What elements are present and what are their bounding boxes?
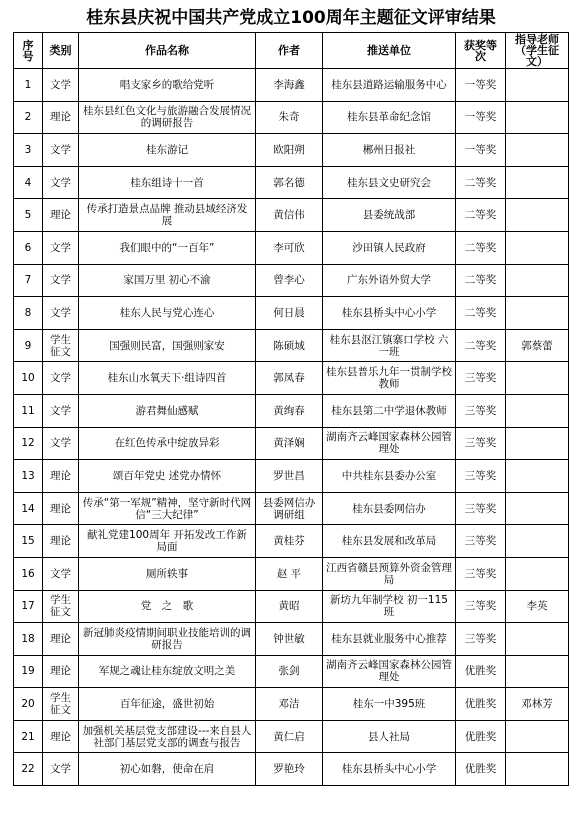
cell-award: 三等奖	[456, 492, 506, 525]
cell-author: 黄仁启	[256, 720, 323, 753]
cell-award: 优胜奖	[456, 655, 506, 688]
cell-award: 二等奖	[456, 199, 506, 232]
cell-author: 欧阳朔	[256, 134, 323, 167]
cell-award: 三等奖	[456, 590, 506, 623]
cell-work-title: 桂东县红色文化与旅游融合发展情况的调研报告	[79, 101, 256, 134]
cell-advisor	[506, 623, 569, 656]
table-row	[14, 101, 569, 134]
cell-category: 文学	[43, 394, 79, 427]
cell-award: 二等奖	[456, 297, 506, 330]
table-row	[14, 134, 569, 167]
cell-no: 12	[14, 427, 43, 460]
cell-no: 14	[14, 492, 43, 525]
cell-advisor: 李英	[506, 590, 569, 623]
cell-no: 4	[14, 166, 43, 199]
cell-no: 2	[14, 101, 43, 134]
cell-category: 文学	[43, 753, 79, 786]
cell-work-title: 在红色传承中绽放异彩	[79, 427, 256, 460]
cell-category: 文学	[43, 427, 79, 460]
table-row	[14, 362, 569, 395]
cell-author: 罗世昌	[256, 460, 323, 493]
table-row	[14, 231, 569, 264]
cell-no: 18	[14, 623, 43, 656]
cell-work-title: 军规之魂让桂东绽放文明之美	[79, 655, 256, 688]
cell-category: 文学	[43, 297, 79, 330]
cell-unit: 桂东县就业服务中心推荐	[323, 623, 456, 656]
cell-no: 7	[14, 264, 43, 297]
cell-author: 郭凤春	[256, 362, 323, 395]
cell-award: 优胜奖	[456, 720, 506, 753]
table-row	[14, 557, 569, 590]
cell-no: 22	[14, 753, 43, 786]
cell-advisor	[506, 460, 569, 493]
cell-unit: 桂东县发展和改革局	[323, 525, 456, 558]
cell-category: 理论	[43, 655, 79, 688]
cell-unit: 桂东一中395班	[323, 688, 456, 721]
cell-advisor	[506, 231, 569, 264]
cell-award: 二等奖	[456, 231, 506, 264]
cell-award: 三等奖	[456, 557, 506, 590]
cell-advisor	[506, 264, 569, 297]
cell-author: 黄绚春	[256, 394, 323, 427]
cell-work-title: 桂东组诗十一首	[79, 166, 256, 199]
table-row	[14, 264, 569, 297]
cell-category: 理论	[43, 492, 79, 525]
table-row	[14, 69, 569, 102]
table-row	[14, 427, 569, 460]
cell-category: 文学	[43, 231, 79, 264]
cell-category: 理论	[43, 525, 79, 558]
cell-work-title: 传承“第一军规”精神，坚守新时代网信“三大纪律”	[79, 492, 256, 525]
cell-advisor	[506, 557, 569, 590]
table-header-row	[14, 33, 569, 69]
cell-work-title: 新冠肺炎疫情期间职业技能培训的调研报告	[79, 623, 256, 656]
cell-work-title: 国强则民富，国强则家安	[79, 329, 256, 362]
cell-category: 学生征文	[43, 329, 79, 362]
cell-author: 张剑	[256, 655, 323, 688]
header-no: 序号	[14, 33, 43, 69]
cell-work-title: 加强机关基层党支部建设---来自县人社部门基层党支部的调查与报告	[79, 720, 256, 753]
cell-advisor: 郭蔡蕾	[506, 329, 569, 362]
cell-unit: 桂东县革命纪念馆	[323, 101, 456, 134]
cell-no: 16	[14, 557, 43, 590]
table-row	[14, 297, 569, 330]
cell-work-title: 桂东山水氧天下·组诗四首	[79, 362, 256, 395]
cell-category: 文学	[43, 362, 79, 395]
table-body	[14, 69, 569, 786]
table-row	[14, 525, 569, 558]
cell-unit: 中共桂东县委办公室	[323, 460, 456, 493]
cell-award: 二等奖	[456, 329, 506, 362]
table-row	[14, 199, 569, 232]
cell-advisor	[506, 427, 569, 460]
cell-author: 黄信伟	[256, 199, 323, 232]
cell-category: 理论	[43, 460, 79, 493]
cell-award: 三等奖	[456, 427, 506, 460]
cell-advisor	[506, 362, 569, 395]
table-row	[14, 460, 569, 493]
cell-no: 21	[14, 720, 43, 753]
cell-award: 一等奖	[456, 101, 506, 134]
cell-unit: 桂东县桥头中心小学	[323, 297, 456, 330]
cell-no: 6	[14, 231, 43, 264]
cell-advisor	[506, 394, 569, 427]
cell-award: 三等奖	[456, 525, 506, 558]
cell-award: 三等奖	[456, 362, 506, 395]
cell-category: 文学	[43, 166, 79, 199]
cell-no: 9	[14, 329, 43, 362]
header-unit: 推送单位	[323, 33, 456, 69]
cell-unit: 湖南齐云峰国家森林公园管理处	[323, 655, 456, 688]
cell-author: 曾李心	[256, 264, 323, 297]
cell-advisor: 邓林芳	[506, 688, 569, 721]
table-row	[14, 720, 569, 753]
cell-no: 8	[14, 297, 43, 330]
cell-author: 陈硕域	[256, 329, 323, 362]
cell-category: 学生征文	[43, 688, 79, 721]
cell-no: 5	[14, 199, 43, 232]
cell-unit: 桂东县桥头中心小学	[323, 753, 456, 786]
header-award: 获奖等次	[456, 33, 506, 69]
cell-no: 1	[14, 69, 43, 102]
cell-unit: 郴州日报社	[323, 134, 456, 167]
header-advisor: 指导老师（学生征文）	[506, 33, 569, 69]
cell-unit: 湖南齐云峰国家森林公园管理处	[323, 427, 456, 460]
cell-work-title: 游君舞仙感赋	[79, 394, 256, 427]
table-row	[14, 753, 569, 786]
cell-author: 黄桂芬	[256, 525, 323, 558]
cell-category: 理论	[43, 199, 79, 232]
cell-unit: 广东外语外贸大学	[323, 264, 456, 297]
cell-no: 15	[14, 525, 43, 558]
cell-award: 优胜奖	[456, 688, 506, 721]
cell-no: 13	[14, 460, 43, 493]
cell-category: 文学	[43, 264, 79, 297]
cell-unit: 桂东县第二中学退休教师	[323, 394, 456, 427]
header-author: 作者	[256, 33, 323, 69]
cell-unit: 桂东县沤江镇寨口学校 六一班	[323, 329, 456, 362]
cell-author: 罗艳玲	[256, 753, 323, 786]
cell-unit: 新坊九年制学校 初一115班	[323, 590, 456, 623]
cell-author: 李可欣	[256, 231, 323, 264]
table-row	[14, 688, 569, 721]
cell-author: 黄泽娴	[256, 427, 323, 460]
cell-advisor	[506, 101, 569, 134]
cell-author: 邓洁	[256, 688, 323, 721]
table-row	[14, 655, 569, 688]
table-row	[14, 623, 569, 656]
cell-unit: 桂东县文史研究会	[323, 166, 456, 199]
cell-unit: 县人社局	[323, 720, 456, 753]
cell-advisor	[506, 492, 569, 525]
cell-no: 20	[14, 688, 43, 721]
cell-author: 钟世敏	[256, 623, 323, 656]
cell-author: 黄昭	[256, 590, 323, 623]
table-row	[14, 394, 569, 427]
table-row	[14, 590, 569, 623]
cell-author: 朱奇	[256, 101, 323, 134]
cell-author: 何日晨	[256, 297, 323, 330]
cell-work-title: 传承打造景点品牌 推动县域经济发展	[79, 199, 256, 232]
cell-author: 赵 平	[256, 557, 323, 590]
cell-author: 郭名德	[256, 166, 323, 199]
cell-category: 理论	[43, 101, 79, 134]
cell-advisor	[506, 297, 569, 330]
cell-work-title: 初心如磐，使命在肩	[79, 753, 256, 786]
cell-category: 理论	[43, 623, 79, 656]
cell-no: 19	[14, 655, 43, 688]
cell-category: 文学	[43, 134, 79, 167]
cell-no: 17	[14, 590, 43, 623]
table-row	[14, 492, 569, 525]
cell-author: 县委网信办调研组	[256, 492, 323, 525]
cell-unit: 桂东县委网信办	[323, 492, 456, 525]
cell-unit: 沙田镇人民政府	[323, 231, 456, 264]
results-table	[13, 32, 569, 786]
cell-advisor	[506, 166, 569, 199]
cell-work-title: 党 之 歌	[79, 590, 256, 623]
cell-category: 理论	[43, 720, 79, 753]
cell-award: 一等奖	[456, 134, 506, 167]
cell-work-title: 唱支家乡的歌给党听	[79, 69, 256, 102]
cell-category: 学生征文	[43, 590, 79, 623]
cell-work-title: 厕所轶事	[79, 557, 256, 590]
table-row	[14, 329, 569, 362]
cell-award: 优胜奖	[456, 753, 506, 786]
cell-advisor	[506, 720, 569, 753]
cell-author: 李海鑫	[256, 69, 323, 102]
document-title: 桂东县庆祝中国共产党成立100周年主题征文评审结果	[86, 8, 496, 28]
cell-no: 11	[14, 394, 43, 427]
cell-category: 文学	[43, 69, 79, 102]
cell-advisor	[506, 69, 569, 102]
cell-award: 一等奖	[456, 69, 506, 102]
cell-work-title: 桂东游记	[79, 134, 256, 167]
cell-award: 三等奖	[456, 460, 506, 493]
cell-work-title: 我们眼中的“一百年”	[79, 231, 256, 264]
cell-work-title: 家国万里 初心不渝	[79, 264, 256, 297]
header-category: 类别	[43, 33, 79, 69]
cell-unit: 县委统战部	[323, 199, 456, 232]
cell-award: 二等奖	[456, 264, 506, 297]
cell-unit: 江西省赣县预算外资金管理局	[323, 557, 456, 590]
cell-award: 二等奖	[456, 166, 506, 199]
cell-no: 3	[14, 134, 43, 167]
cell-unit: 桂东县道路运输服务中心	[323, 69, 456, 102]
cell-work-title: 献礼党建100周年 开拓发改工作新局面	[79, 525, 256, 558]
cell-advisor	[506, 655, 569, 688]
cell-award: 三等奖	[456, 394, 506, 427]
cell-work-title: 百年征途，盛世初始	[79, 688, 256, 721]
cell-work-title: 桂东人民与党心连心	[79, 297, 256, 330]
cell-unit: 桂东县普乐九年一贯制学校教师	[323, 362, 456, 395]
cell-advisor	[506, 525, 569, 558]
cell-award: 三等奖	[456, 623, 506, 656]
header-work: 作品名称	[79, 33, 256, 69]
cell-category: 文学	[43, 557, 79, 590]
table-row	[14, 166, 569, 199]
cell-advisor	[506, 753, 569, 786]
cell-no: 10	[14, 362, 43, 395]
cell-work-title: 颂百年党史 述党办情怀	[79, 460, 256, 493]
cell-advisor	[506, 199, 569, 232]
cell-advisor	[506, 134, 569, 167]
